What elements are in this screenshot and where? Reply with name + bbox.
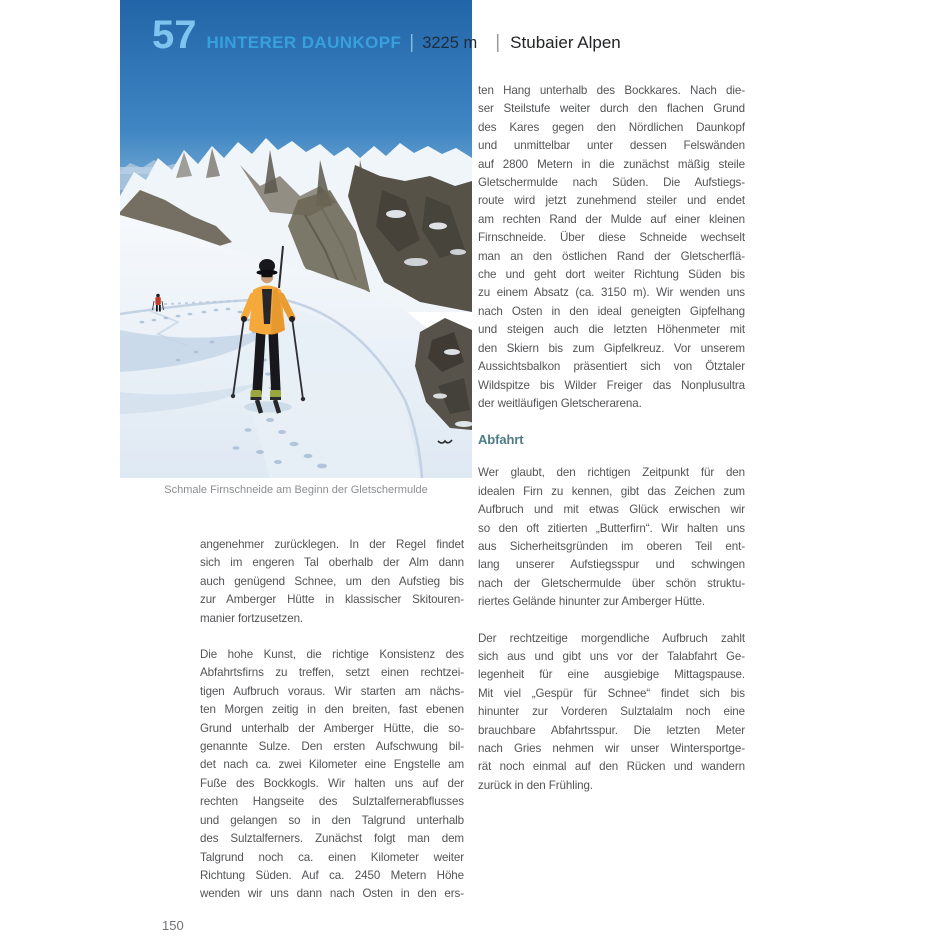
text-line: nach Gries nehmen wir unser Wintersportge- xyxy=(478,742,745,755)
text-line: und gelangen so in den Talgrund unterhalb xyxy=(200,813,464,827)
text-line: der weitläufigen Gletscherarena. xyxy=(478,396,642,410)
text-line: zur Amberger Hütte in klassischer Skitouren- xyxy=(200,593,464,607)
text-line: und unmittelbar unter dessen Felswänden xyxy=(478,139,745,153)
text-line: ten Hang unterhalb des Bockkares. Nach die- xyxy=(478,84,745,97)
text-line: rät noch einmal auf den Rücken und wandern xyxy=(478,760,745,774)
text-line: Fuße des Bockkogls. Wir halten uns auf der xyxy=(200,776,464,790)
text-line: angenehmer zurücklegen. In der Regel findet xyxy=(200,538,464,551)
paragraph xyxy=(200,536,464,628)
text-line: Grund unterhalb der Amberger Hütte, die so- xyxy=(200,721,464,735)
text-line: Firnschneide. Über diese Schneide wechselt xyxy=(478,231,745,245)
text-line: so den oft zitierten „Butterfirn“. Wir halten uns xyxy=(478,521,745,535)
text-line: lang unserer Aufstiegsspur und schwingen xyxy=(478,558,745,572)
route-region: Stubaier Alpen xyxy=(510,33,621,52)
text-line: wenden wir uns dann nach Osten in den ers- xyxy=(200,887,464,901)
text-line: genannte Sulze. Den ersten Aufschwung bil- xyxy=(200,740,464,754)
paragraph xyxy=(478,82,745,413)
paragraph xyxy=(200,646,464,904)
route-photo xyxy=(120,0,472,478)
text-line: auf 2800 Metern in die zunächst mäßig steile xyxy=(478,157,745,171)
mountain-photo-illustration xyxy=(120,0,472,478)
text-line: tigen Aufbruch voraus. Wir starten am nächs- xyxy=(200,684,464,698)
text-line: Mit viel „Gespür für Schnee“ findet sich bis xyxy=(478,686,745,700)
text-line: Abfahrtsfirns zu treffen, setzt einen rechtzei- xyxy=(200,666,464,680)
left-text-column xyxy=(200,536,464,922)
text-line: idealen Firn zu kennen, gibt das Zeichen zum xyxy=(478,484,745,498)
text-line: nach Osten in den ideal geneigten Gipfelhang xyxy=(478,304,745,318)
text-line: manier fortzusetzen. xyxy=(200,611,304,625)
text-line: des Kares gegen den Nördlichen Daunkopf xyxy=(478,120,745,134)
text-line: route wird jetzt zunehmend steiler und endet xyxy=(478,194,745,208)
right-text-column xyxy=(478,82,745,813)
paragraph xyxy=(478,630,745,796)
text-line: zurück in den Frühling. xyxy=(478,778,593,792)
text-line: che und geht dort weiter Richtung Süden bis xyxy=(478,268,745,282)
text-line: legenheit für eine ausgiebige Mittagspause. xyxy=(478,668,745,682)
text-line: des Sulztalferners. Zunächst folgt man dem xyxy=(200,832,464,846)
route-header xyxy=(152,13,621,58)
route-number: 57 xyxy=(152,13,197,57)
photo-caption: Schmale Firnschneide am Beginn der Gletschermulde xyxy=(164,484,428,496)
text-line: Richtung Süden. Auf ca. 2450 Metern Höhe xyxy=(200,868,464,882)
text-line: ten Morgen zeitig in den breiten, fast ebenen xyxy=(200,703,464,717)
text-line: Der rechtzeitige morgendliche Aufbruch zahlt xyxy=(478,631,745,645)
text-line: Gletschermulde nach Süden. Die Aufstiegs- xyxy=(478,176,745,190)
text-line: hinunter zur Vorderen Sulztalalm noch eine xyxy=(478,705,745,719)
text-line: sich aus und gibt uns vor der Talabfahrt Ge- xyxy=(478,649,745,663)
text-line: auch genügend Schnee, um den Aufstieg bis xyxy=(200,574,464,588)
text-line: Aufbruch und mit etwas Glück erwischen wir xyxy=(478,503,745,517)
text-line: rechten Hangseite des Sulztalfernerabflusses xyxy=(200,795,464,809)
route-elevation: 3225 m xyxy=(422,34,478,52)
text-line: sich im engeren Tal oberhalb der Alm dann xyxy=(200,556,464,570)
text-line: und steigen auch die letzten Höhenmeter mit xyxy=(478,323,745,337)
route-name: HINTERER DAUNKOPF xyxy=(206,33,402,52)
text-line: ser Steilstufe weiter durch den flachen Grund xyxy=(478,102,745,116)
text-line: Die hohe Kunst, die richtige Konsistenz des xyxy=(200,648,464,662)
header-separator: | xyxy=(495,32,501,53)
text-line: man an den östlichen Rand der Gletscherflä- xyxy=(478,249,745,263)
text-line: aus Sicherheitsgründen im oberen Teil ent- xyxy=(478,539,745,553)
text-line: brauchbare Abfahrtsspur. Die letzten Meter xyxy=(478,723,745,737)
text-line: nach der Gletschermulde über schön struktu- xyxy=(478,576,745,590)
text-line: zu einem Absatz (ca. 3150 m). Wir wenden uns xyxy=(478,286,745,300)
page-number: 150 xyxy=(162,918,184,933)
text-line: den Skiern bis zum Gipfelkreuz. Vor unserem xyxy=(478,341,745,355)
text-line: Talgrund noch ca. einen Kilometer weiter xyxy=(200,850,464,864)
text-line: riertes Gelände hinunter zur Amberger Hütte. xyxy=(478,595,705,609)
text-line: Wildspitze bis Wilder Freiger das Nonplusultra xyxy=(478,378,745,392)
text-line: am rechten Rand der Mulde auf einer kleinen xyxy=(478,212,745,226)
text-line: Aussichtsbalkon präsentiert sich von Ötztaler xyxy=(478,360,745,374)
text-line: det nach ca. zwei Kilometer eine Engstelle am xyxy=(200,758,464,772)
text-line: Wer glaubt, den richtigen Zeitpunkt für den xyxy=(478,466,745,480)
section-heading-abfahrt: Abfahrt xyxy=(478,432,524,448)
paragraph xyxy=(478,464,745,611)
header-separator: | xyxy=(409,32,415,53)
